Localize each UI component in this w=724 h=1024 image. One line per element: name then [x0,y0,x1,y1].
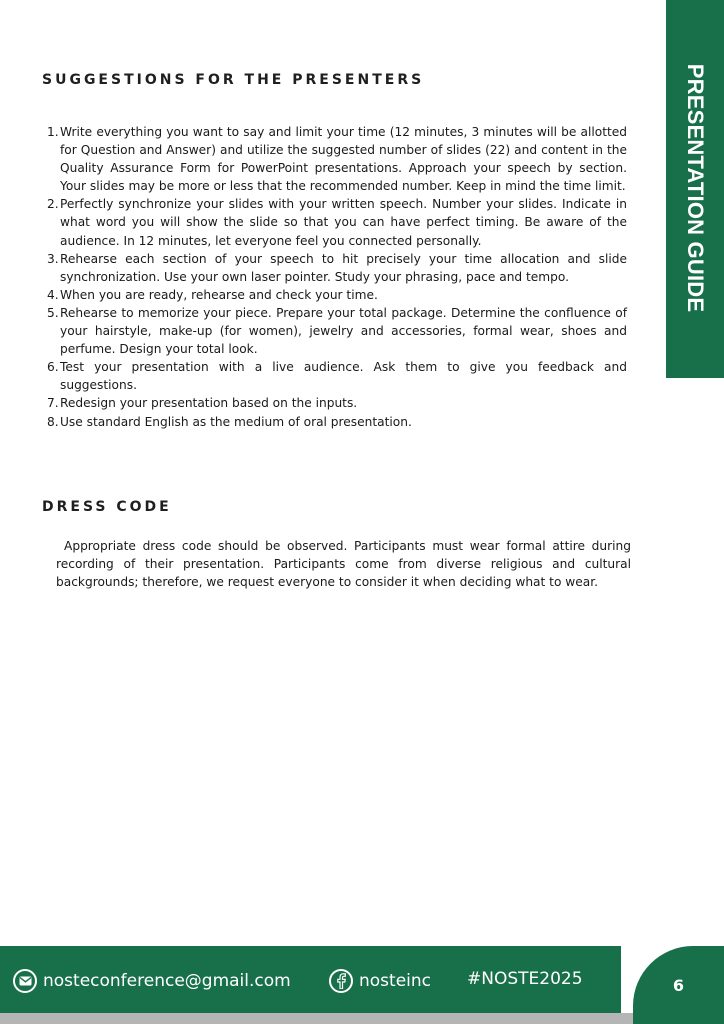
list-item [40,304,627,358]
list-item [40,195,627,249]
item-number: 7. [47,396,59,411]
page-number: 6 [672,976,685,995]
side-tab-label: PRESENTATION GUIDE [683,63,708,313]
item-text: Rehearse each section of your speech to hit precisely your time allocation and slide synchronization. Use your own laser pointer. Study your phrasing, pace and tempo. [60,251,627,284]
dress-code-heading: DRESS CODE [42,499,172,515]
item-number: 1. [47,125,59,139]
list-item [40,394,627,412]
item-number: 2. [47,197,59,212]
item-number: 3. [47,251,59,266]
list-item [40,358,627,394]
item-text: Write everything you want to say and limit your time (12 minutes, 3 minutes will be allotted for Question and Answer) and utilize the suggested number of slides (22) and content in the Quality Assurance Form for PowerPoint presentations. Approach your speech by section. Your slides may be more or less that the recommended number. Keep in mind the time limit. [60,125,627,194]
item-text: When you are ready, rehearse and check your time. [60,287,378,302]
envelope-icon [13,969,37,993]
item-number: 5. [47,305,59,320]
facebook-icon [329,969,353,993]
suggestions-list [40,123,627,431]
list-item [40,286,627,304]
item-text: Redesign your presentation based on the inputs. [60,396,358,411]
dress-code-paragraph: Appropriate dress code should be observed. Participants must wear formal attire during recording of their presentation. Participants come from diverse religious and cultural backgrounds; therefore, we request everyone to consider it when deciding what to wear. [56,539,631,590]
footer-hashtag: #NOSTE2025 [467,969,583,989]
item-number: 8. [47,414,59,429]
footer-facebook[interactable] [329,969,431,993]
item-number: 6. [47,360,59,375]
suggestions-heading: SUGGESTIONS FOR THE PRESENTERS [42,72,425,88]
item-text: Use standard English as the medium of oral presentation. [60,414,412,429]
footer-email[interactable] [13,969,291,993]
page-number-tab [633,946,724,1024]
facebook-handle: nosteinc [359,971,432,991]
side-tab [666,0,724,378]
email-address: nosteconference@gmail.com [43,971,291,991]
list-item [40,250,627,286]
list-item [40,413,627,431]
footer-stripe [0,1013,724,1024]
item-text: Test your presentation with a live audience. Ask them to give you feedback and suggestions. [60,360,627,393]
item-number: 4. [47,287,59,302]
list-item [40,123,627,195]
item-text: Rehearse to memorize your piece. Prepare your total package. Determine the confluence of your hairstyle, make-up (for women), jewelry and accessories, formal wear, shoes and perfume. Design your total look. [60,305,627,357]
item-text: Perfectly synchronize your slides with your written speech. Number your slides. Indicate in what word you will show the slide so that you can have perfect timing. Be aware of the audience. In 12 minutes, let everyone feel you connected personally. [60,197,627,248]
